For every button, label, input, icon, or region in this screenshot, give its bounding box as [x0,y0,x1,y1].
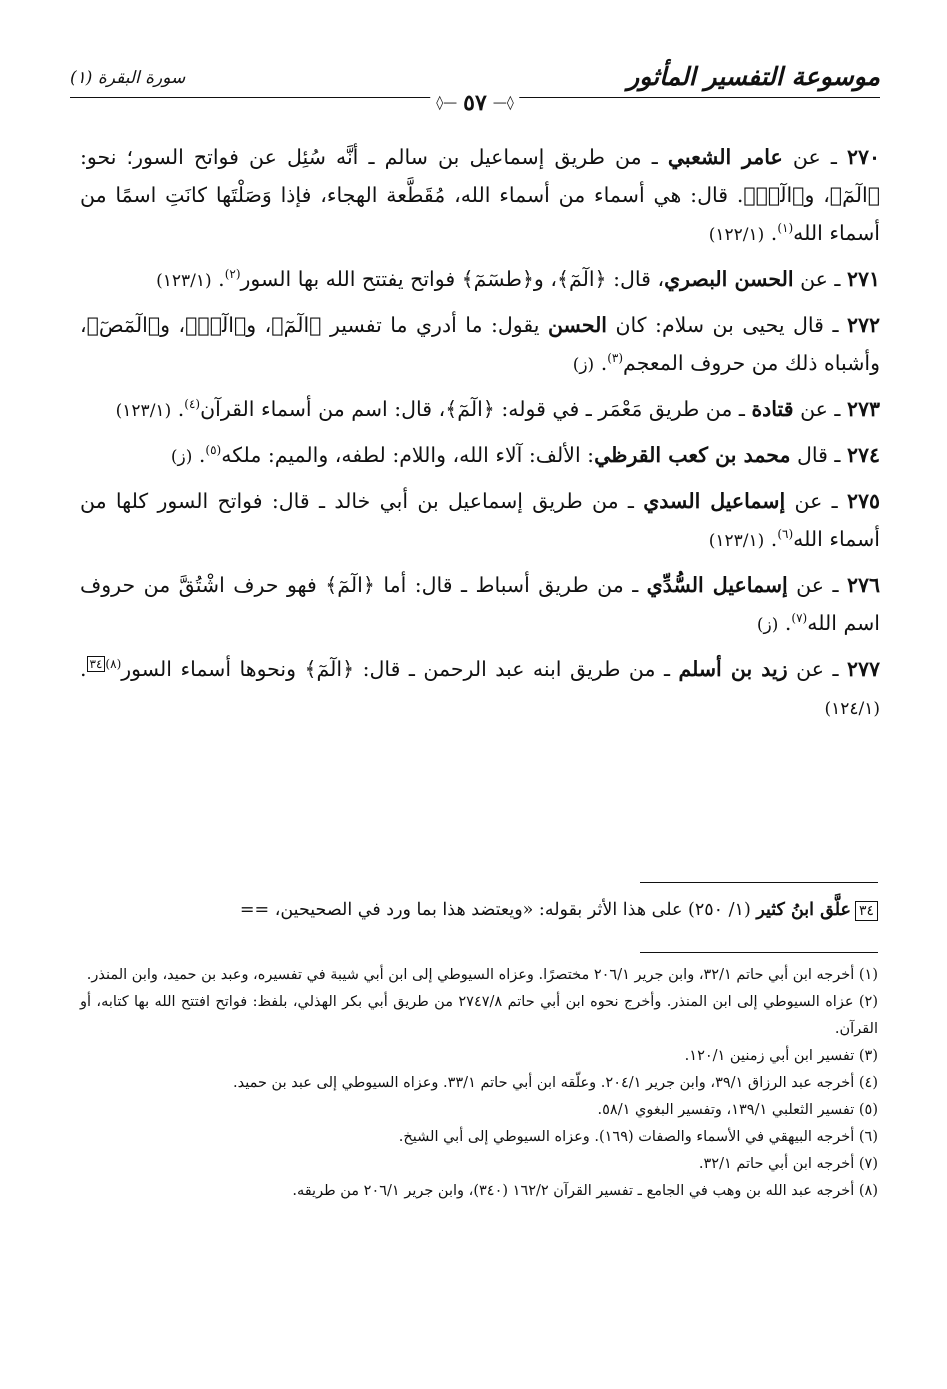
narrator-name: قتادة [751,397,794,421]
entry-end: . [594,351,608,375]
entry-lead: ـ عن [793,397,847,421]
entry-end: . [192,443,206,467]
footnote-marker[interactable]: (٦) [777,527,794,542]
footnote-marker[interactable]: (٨) [105,657,122,672]
footnote-separator [640,952,878,953]
comment-marker[interactable]: ٣٤ [87,656,106,672]
footnote: (٥) تفسير الثعلبي ١٣٩/١، وتفسير البغوي ٥٨/١. [597,1102,878,1118]
entry-lead: ـ عن [785,489,847,513]
entry-end: . [764,221,778,245]
narrator-name: إسماعيل السدي [643,489,786,513]
entry-reference: (ز) [572,355,595,375]
entry-text: ـ من طريق ابنه عبد الرحمن ـ قال: ﴿الٓمٓ﴾ ونحوها أسماء السور [121,657,679,681]
entry-number: ٢٧٧ [846,657,880,681]
comment-text: (١/ ٢٥٠) على هذا الأثر بقوله: «ويعتضد هذا بما ورد في الصحيحين، == [239,900,757,920]
footnotes [80,962,878,1205]
entry-reference: (ز) [170,447,193,467]
footnote: (٨) أخرجه عبد الله بن وهب في الجامع ـ تفسير القرآن ١٦٢/٢ (٣٤٠)، وابن جرير ٢٠٦/١ من طريقه. [292,1183,878,1199]
footnote: (٤) أخرجه عبد الرزاق ٣٩/١، وابن جرير ٢٠٤/١. وعلّقه ابن أبي حاتم ٣٣/١. وعزاه السيوطي إلى عبد بن حميد. [233,1075,878,1091]
entry-end: . [764,527,778,551]
entry [80,436,880,476]
ornament-right-icon: —◊ [492,95,514,111]
entry-lead: ـ عن [787,573,847,597]
entry-number: ٢٧٥ [846,489,880,513]
entry-number: ٢٧٠ [846,145,880,169]
entry [80,260,880,300]
entry-lead: ـ عن [787,657,847,681]
entry [80,138,880,254]
entry-reference: (١٢٣/١) [115,401,172,421]
narrator-name: محمد بن كعب القرظي [594,443,791,467]
comment-separator [640,882,878,883]
footnote-marker[interactable]: (٧) [791,611,808,626]
narrator-name: عامر الشعبي [667,145,783,169]
entry-number: ٢٧٤ [846,443,880,467]
commentator-name: علَّق ابنُ كثير [756,900,851,920]
entry-lead: ـ قال يحيى بن سلام: كان [607,313,847,337]
page-number-block [430,90,519,116]
footnote-marker[interactable]: (٥) [205,443,222,458]
narrator-name: إسماعيل السُّدِّي [646,573,788,597]
page-number: ٥٧ [463,90,487,116]
entry-lead: ـ عن [782,145,847,169]
entry-text: ـ من طريق مَعْمَر ـ في قوله: ﴿الٓمٓ﴾، قال: اسم من أسماء القرآن [200,397,752,421]
entry-end: . [778,611,792,635]
entry-reference: (١٢٣/١) [708,531,765,551]
narrator-name: زيد بن أسلم [678,657,788,681]
footnote: (٧) أخرجه ابن أبي حاتم ٣٢/١. [698,1156,878,1172]
surah-title: سورة البقرة (١) [70,68,186,88]
entry [80,306,880,384]
ornament-left-icon: ◊— [436,95,458,111]
footnote-marker[interactable]: (٢) [224,267,241,282]
entry-reference: (ز) [756,615,779,635]
entry-number: ٢٧٦ [846,573,881,597]
main-text [80,138,880,734]
entry-reference: (١٢٢/١) [708,225,765,245]
commentary [30,895,878,925]
entry [80,390,880,430]
entry-text: ـ من طريق أسباط ـ قال: أما ﴿الٓمٓ﴾ فهو حرف اشْتُقَّ من حروف اسم الله [80,573,880,635]
entry-number: ٢٧١ [846,267,880,291]
entry-reference: (١٢٤/١) [824,699,880,719]
entry-lead: ـ قال [790,443,847,467]
entry-text: ـ من طريق إسماعيل بن سالم ـ أنَّه سُئِل عن فواتح السور؛ نحو: ﴿الٓمٓ﴾، و﴿الٓرۚ﴾. قال: هي أسماء من أسماء الله، مُقَطَّعة الهجاء، فإذا وَصَلْتَها كانَتِ اسمًا من أسماء الله [80,145,880,245]
entry-end: . [171,397,185,421]
footnote: (١) أخرجه ابن أبي حاتم ٣٢/١، وابن جرير ٢٠٦/١ مختصرًا. وعزاه السيوطي إلى ابن أبي شيبة في تفسيره، وعبد بن حميد، وابن المنذر. [86,967,878,983]
entry [80,482,880,560]
entry-end: . [211,267,225,291]
footnote: (٦) أخرجه البيهقي في الأسماء والصفات (١٦٩). وعزاه السيوطي إلى أبي الشيخ. [398,1129,878,1145]
narrator-name: الحسن [547,313,608,337]
entry-text: ـ من طريق إسماعيل بن أبي خالد ـ قال: فواتح السور كلها من أسماء الله [80,489,880,551]
comment-number-box: ٣٤ [855,901,878,921]
entry [80,650,880,728]
narrator-name: الحسن البصري [664,267,794,291]
entry-end: . [80,657,87,681]
footnote: (٣) تفسير ابن أبي زمنين ١٢٠/١. [684,1048,878,1064]
entry-text: يقول: ما أدري ما تفسير ﴿الٓمٓ﴾، و﴿الٓرۚ﴾، و﴿الٓمٓصٓ﴾، وأشباه ذلك من حروف المعجم [80,313,880,375]
entry-lead: ـ عن [793,267,847,291]
entry-reference: (١٢٣/١) [156,271,212,291]
footnote-marker[interactable]: (٣) [607,351,624,366]
entry [80,566,880,644]
footnote: (٢) عزاه السيوطي إلى ابن المنذر. وأخرج نحوه ابن أبي حاتم ٢٧٤٧/٨ من طريق أبي بكر الهذلي، بلفظ: فواتح افتتح الله بها كتابه، أو القرآن. [80,994,879,1037]
entry-text: : الألف: آلاء الله، واللام: لطفه، والميم: ملكه [221,443,595,467]
footnote-marker[interactable]: (١) [777,221,794,236]
entry-text: ، قال: ﴿الٓمٓ﴾، و﴿طسٓمٓ﴾ فواتح يفتتح الله بها السور [240,267,665,291]
entry-number: ٢٧٣ [846,397,880,421]
book-title: موسوعة التفسير المأثور [627,62,880,91]
page-header [70,62,880,122]
footnote-marker[interactable]: (٤) [184,397,201,412]
entry-number: ٢٧٢ [846,313,880,337]
